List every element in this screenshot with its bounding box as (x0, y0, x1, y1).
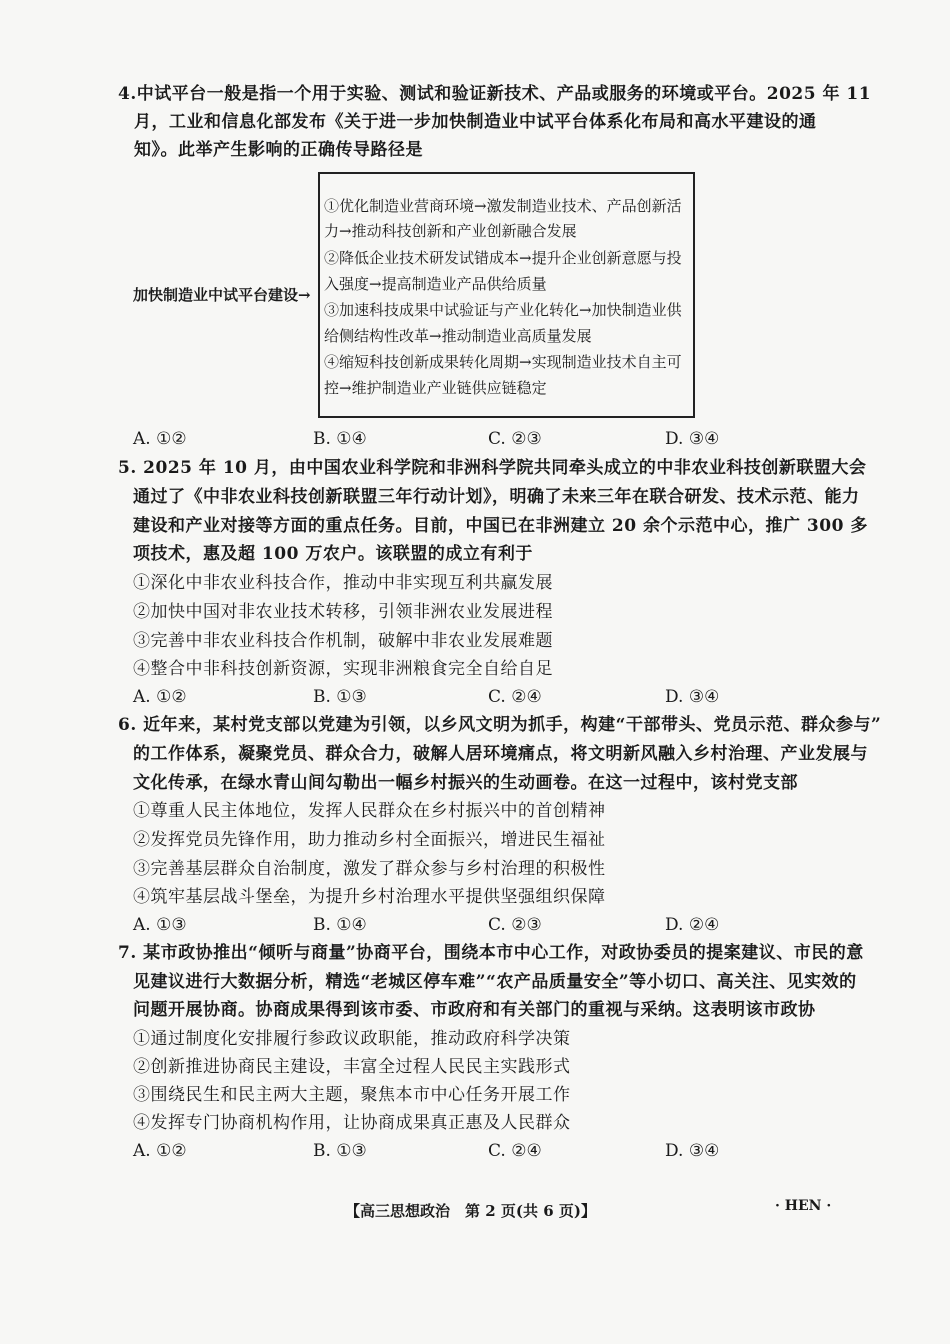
q6-statement: ②发挥党员先锋作用，助力推动乡村全面振兴，增进民生福祉 (133, 830, 606, 850)
q5-statement: ④整合中非科技创新资源，实现非洲粮食完全自给自足 (133, 659, 553, 679)
q7-statement: ①通过制度化安排履行参政议政职能，推动政府科学决策 (133, 1029, 571, 1049)
box-line: ①优化制造业营商环境→激发制造业技术、产品创新活 (324, 197, 682, 215)
box-line: 控→维护制造业产业链供应链稳定 (324, 379, 547, 397)
q6-option-b[interactable]: B. ①④ (313, 915, 367, 935)
q5-stem-line: 通过了《中非农业科技创新联盟三年行动计划》，明确了未来三年在联合研发、技术示范、能力 (133, 487, 860, 507)
q6-option-a[interactable]: A. ①③ (133, 915, 187, 935)
q7-option-d[interactable]: D. ③④ (665, 1141, 720, 1161)
q7-stem-line: 7. 某市政协推出“倾听与商量”协商平台，围绕本市中心工作，对政协委员的提案建议、市民的意 (118, 943, 864, 963)
page-footer: 【高三思想政治 第 2 页(共 6 页)】 (345, 1202, 596, 1220)
q5-stem-line: 5. 2025 年 10 月，由中国农业科学院和非洲科学院共同牵头成立的中非农业科技创新联盟大会 (118, 458, 867, 478)
box-line: ②降低企业技术研发试错成本→提升企业创新意愿与投 (324, 249, 682, 267)
q5-option-b[interactable]: B. ①③ (313, 687, 367, 707)
q6-stem-line: 文化传承，在绿水青山间勾勒出一幅乡村振兴的生动画卷。在这一过程中，该村党支部 (133, 773, 798, 793)
q6-stem-line: 的工作体系，凝聚党员、群众合力，破解人居环境痛点，将文明新风融入乡村治理、产业发展与 (133, 744, 868, 764)
q5-statement: ③完善中非农业科技合作机制，破解中非农业发展难题 (133, 631, 553, 651)
q5-option-c[interactable]: C. ②④ (488, 687, 542, 707)
q5-option-a[interactable]: A. ①② (133, 687, 187, 707)
q4-option-a[interactable]: A. ①② (133, 429, 187, 449)
q4-option-b[interactable]: B. ①④ (313, 429, 367, 449)
q5-stem-line: 项技术，惠及超 100 万农户。该联盟的成立有利于 (133, 544, 533, 564)
q7-statement: ④发挥专门协商机构作用，让协商成果真正惠及人民群众 (133, 1113, 571, 1133)
q7-statement: ③围绕民生和民主两大主题，聚焦本市中心任务开展工作 (133, 1085, 571, 1105)
q5-statement: ②加快中国对非农业技术转移，引领非洲农业发展进程 (133, 602, 553, 622)
q7-option-a[interactable]: A. ①② (133, 1141, 187, 1161)
q4-diagram-lead: 加快制造业中试平台建设→ (133, 286, 311, 304)
exam-code: · HEN · (775, 1198, 832, 1214)
q4-option-c[interactable]: C. ②③ (488, 429, 542, 449)
box-line: ④缩短科技创新成果转化周期→实现制造业技术自主可 (324, 353, 682, 371)
box-line: 入强度→提高制造业产品供给质量 (324, 275, 547, 293)
box-line: 给侧结构性改革→推动制造业高质量发展 (324, 327, 592, 345)
q4-stem-line: 知》。此举产生影响的正确传导路径是 (134, 140, 423, 160)
q5-stem-line: 建设和产业对接等方面的重点任务。目前，中国已在非洲建立 20 余个示范中心，推广 300 多 (133, 516, 868, 536)
q6-option-d[interactable]: D. ②④ (665, 915, 720, 935)
q6-statement: ①尊重人民主体地位，发挥人民群众在乡村振兴中的首创精神 (133, 801, 606, 821)
q4-options-box (318, 172, 695, 418)
q5-option-d[interactable]: D. ③④ (665, 687, 720, 707)
q4-stem-line: 4.中试平台一般是指一个用于实验、测试和验证新技术、产品或服务的环境或平台。2025 年 11 (118, 84, 872, 104)
q5-statement: ①深化中非农业科技合作，推动中非实现互利共赢发展 (133, 573, 553, 593)
q6-option-c[interactable]: C. ②③ (488, 915, 542, 935)
box-line: 力→推动科技创新和产业创新融合发展 (324, 222, 577, 240)
box-line: ③加速科技成果中试验证与产业化转化→加快制造业供 (324, 301, 682, 319)
q6-statement: ③完善基层群众自治制度，激发了群众参与乡村治理的积极性 (133, 859, 606, 879)
q7-option-b[interactable]: B. ①③ (313, 1141, 367, 1161)
q7-option-c[interactable]: C. ②④ (488, 1141, 542, 1161)
q4-stem-line: 月，工业和信息化部发布《关于进一步加快制造业中试平台体系化布局和高水平建设的通 (134, 112, 817, 132)
q6-statement: ④筑牢基层战斗堡垒，为提升乡村治理水平提供坚强组织保障 (133, 887, 606, 907)
q7-stem-line: 问题开展协商。协商成果得到该市委、市政府和有关部门的重视与采纳。这表明该市政协 (133, 1000, 816, 1020)
q6-stem-line: 6. 近年来，某村党支部以党建为引领，以乡风文明为抓手，构建“干部带头、党员示范、群众参与” (118, 715, 882, 735)
q7-statement: ②创新推进协商民主建设，丰富全过程人民民主实践形式 (133, 1057, 571, 1077)
q7-stem-line: 见建议进行大数据分析，精选“老城区停车难”“农产品质量安全”等小切口、高关注、见实效的 (133, 972, 857, 992)
q4-option-d[interactable]: D. ③④ (665, 429, 720, 449)
